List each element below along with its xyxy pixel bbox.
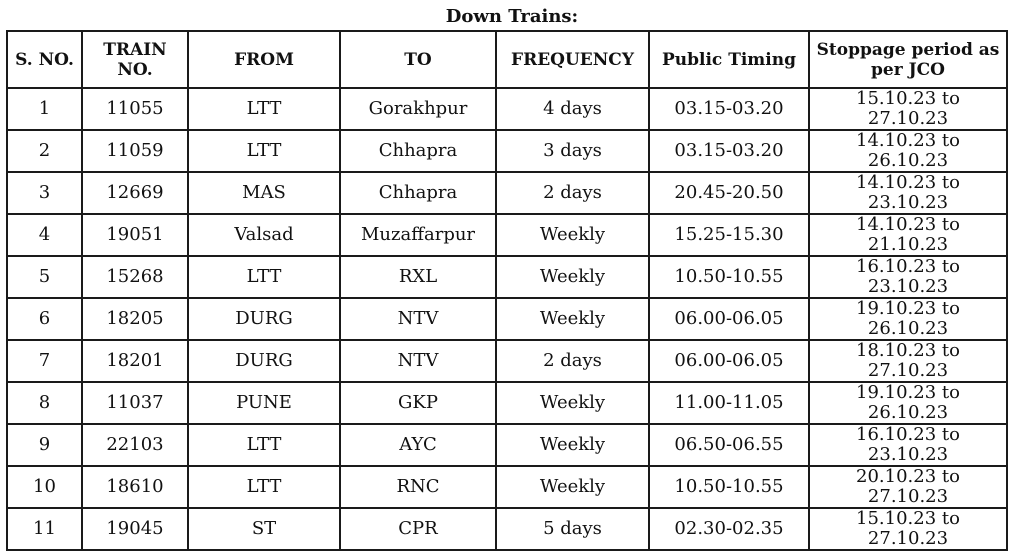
cell-frequency: Weekly (496, 424, 649, 466)
cell-train-no: 11055 (82, 88, 188, 130)
cell-from: DURG (188, 340, 340, 382)
table-row (7, 382, 1007, 424)
down-trains-table (6, 30, 1008, 551)
cell-public-timing: 10.50-10.55 (649, 466, 809, 508)
cell-stoppage-period: 15.10.23 to 27.10.23 (809, 508, 1007, 550)
cell-sno: 3 (7, 172, 82, 214)
cell-sno: 2 (7, 130, 82, 172)
cell-sno: 4 (7, 214, 82, 256)
cell-to: Muzaffarpur (340, 214, 496, 256)
cell-train-no: 18201 (82, 340, 188, 382)
table-row (7, 340, 1007, 382)
cell-from: LTT (188, 88, 340, 130)
cell-to: Gorakhpur (340, 88, 496, 130)
cell-stoppage-period: 19.10.23 to 26.10.23 (809, 298, 1007, 340)
cell-sno: 11 (7, 508, 82, 550)
cell-from: MAS (188, 172, 340, 214)
cell-public-timing: 03.15-03.20 (649, 88, 809, 130)
cell-frequency: Weekly (496, 256, 649, 298)
cell-from: DURG (188, 298, 340, 340)
cell-to: RNC (340, 466, 496, 508)
cell-train-no: 12669 (82, 172, 188, 214)
cell-sno: 1 (7, 88, 82, 130)
header-frequency: FREQUENCY (496, 31, 649, 88)
cell-train-no: 11059 (82, 130, 188, 172)
cell-public-timing: 20.45-20.50 (649, 172, 809, 214)
cell-stoppage-period: 14.10.23 to 21.10.23 (809, 214, 1007, 256)
cell-stoppage-period: 16.10.23 to 23.10.23 (809, 424, 1007, 466)
cell-frequency: Weekly (496, 466, 649, 508)
cell-from: LTT (188, 466, 340, 508)
cell-frequency: 2 days (496, 172, 649, 214)
header-train-no: TRAIN NO. (82, 31, 188, 88)
cell-train-no: 19045 (82, 508, 188, 550)
cell-public-timing: 06.00-06.05 (649, 298, 809, 340)
cell-public-timing: 11.00-11.05 (649, 382, 809, 424)
cell-public-timing: 02.30-02.35 (649, 508, 809, 550)
table-row (7, 214, 1007, 256)
table-row (7, 466, 1007, 508)
header-public-timing: Public Timing (649, 31, 809, 88)
cell-stoppage-period: 19.10.23 to 26.10.23 (809, 382, 1007, 424)
cell-frequency: Weekly (496, 382, 649, 424)
table-row (7, 508, 1007, 550)
header-sno: S. NO. (7, 31, 82, 88)
cell-train-no: 11037 (82, 382, 188, 424)
cell-train-no: 18610 (82, 466, 188, 508)
table-row (7, 172, 1007, 214)
cell-from: LTT (188, 424, 340, 466)
cell-to: NTV (340, 298, 496, 340)
header-from: FROM (188, 31, 340, 88)
cell-to: NTV (340, 340, 496, 382)
cell-frequency: 2 days (496, 340, 649, 382)
cell-stoppage-period: 16.10.23 to 23.10.23 (809, 256, 1007, 298)
cell-frequency: 5 days (496, 508, 649, 550)
table-row (7, 256, 1007, 298)
cell-sno: 5 (7, 256, 82, 298)
cell-stoppage-period: 14.10.23 to 26.10.23 (809, 130, 1007, 172)
cell-from: PUNE (188, 382, 340, 424)
cell-stoppage-period: 14.10.23 to 23.10.23 (809, 172, 1007, 214)
cell-train-no: 19051 (82, 214, 188, 256)
cell-sno: 7 (7, 340, 82, 382)
cell-stoppage-period: 18.10.23 to 27.10.23 (809, 340, 1007, 382)
table-row (7, 424, 1007, 466)
cell-from: LTT (188, 130, 340, 172)
cell-public-timing: 06.50-06.55 (649, 424, 809, 466)
cell-sno: 10 (7, 466, 82, 508)
cell-to: Chhapra (340, 130, 496, 172)
cell-sno: 8 (7, 382, 82, 424)
table-row (7, 298, 1007, 340)
cell-public-timing: 03.15-03.20 (649, 130, 809, 172)
cell-sno: 6 (7, 298, 82, 340)
cell-frequency: Weekly (496, 298, 649, 340)
cell-from: LTT (188, 256, 340, 298)
cell-to: CPR (340, 508, 496, 550)
cell-frequency: 3 days (496, 130, 649, 172)
cell-train-no: 22103 (82, 424, 188, 466)
cell-train-no: 15268 (82, 256, 188, 298)
cell-public-timing: 06.00-06.05 (649, 340, 809, 382)
cell-stoppage-period: 15.10.23 to 27.10.23 (809, 88, 1007, 130)
header-stoppage-period: Stoppage period as per JCO (809, 31, 1007, 88)
cell-to: Chhapra (340, 172, 496, 214)
cell-frequency: Weekly (496, 214, 649, 256)
cell-sno: 9 (7, 424, 82, 466)
cell-train-no: 18205 (82, 298, 188, 340)
cell-to: AYC (340, 424, 496, 466)
cell-stoppage-period: 20.10.23 to 27.10.23 (809, 466, 1007, 508)
table-title: Down Trains: (445, 6, 579, 27)
cell-from: ST (188, 508, 340, 550)
header-row (7, 31, 1007, 88)
cell-from: Valsad (188, 214, 340, 256)
table-row (7, 88, 1007, 130)
header-to: TO (340, 31, 496, 88)
cell-to: RXL (340, 256, 496, 298)
cell-public-timing: 15.25-15.30 (649, 214, 809, 256)
cell-public-timing: 10.50-10.55 (649, 256, 809, 298)
cell-frequency: 4 days (496, 88, 649, 130)
cell-to: GKP (340, 382, 496, 424)
table-row (7, 130, 1007, 172)
